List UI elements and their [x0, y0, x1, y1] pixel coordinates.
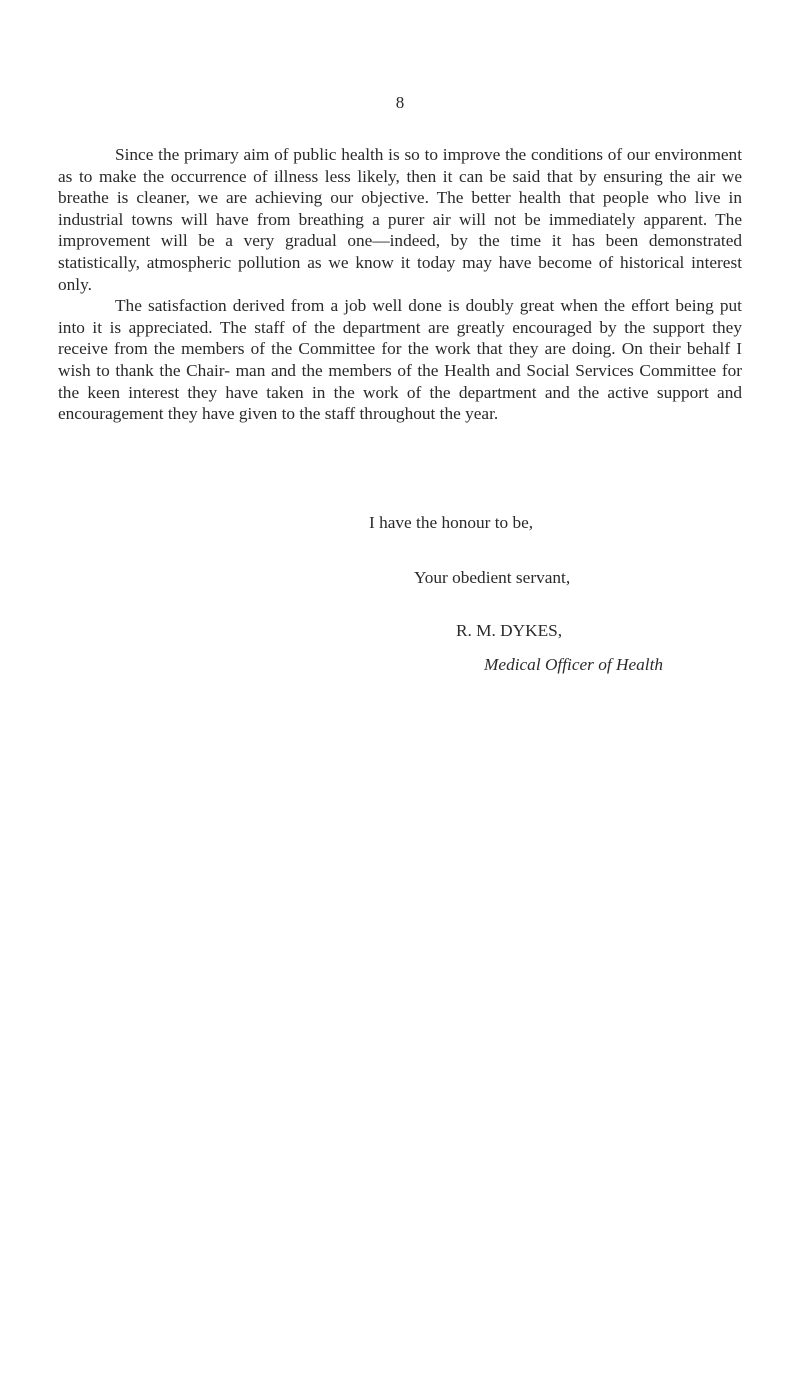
- paragraph-2: The satisfaction derived from a job well done is doubly great when the effort being put into it is appreciated. The staff of the department are greatly encouraged by the support they receive from the members of the Committee for the work that they are doing. On their behalf I wish to thank the Chair- man and the members of the Health and Social Services Committee for the keen interest they have taken in the work of the department and the active support and encouragement they have given to the staff throughout the year.: [58, 296, 742, 424]
- closing-servant: Your obedient servant,: [414, 568, 571, 587]
- closing-salutation: I have the honour to be,: [369, 513, 534, 532]
- paragraph-1: Since the primary aim of public health is so to improve the conditions of our environment as to make the occurrence of illness less likely, then it can be said that by ensuring the air we breathe is cleaner, we are achieving our objective. The better health that people who live in industrial towns will have from breathing a purer air will not be immediately apparent. The improvement will be a very gradual one—indeed, by the time it has been demonstrated statistically, atmospheric pollution as we know it today may have become of historical interest only.: [58, 145, 742, 294]
- page-number: 8: [395, 93, 405, 112]
- signatory-name: R. M. DYKES,: [456, 621, 563, 640]
- signatory-title: Medical Officer of Health: [484, 655, 664, 674]
- letter-body: [58, 144, 742, 425]
